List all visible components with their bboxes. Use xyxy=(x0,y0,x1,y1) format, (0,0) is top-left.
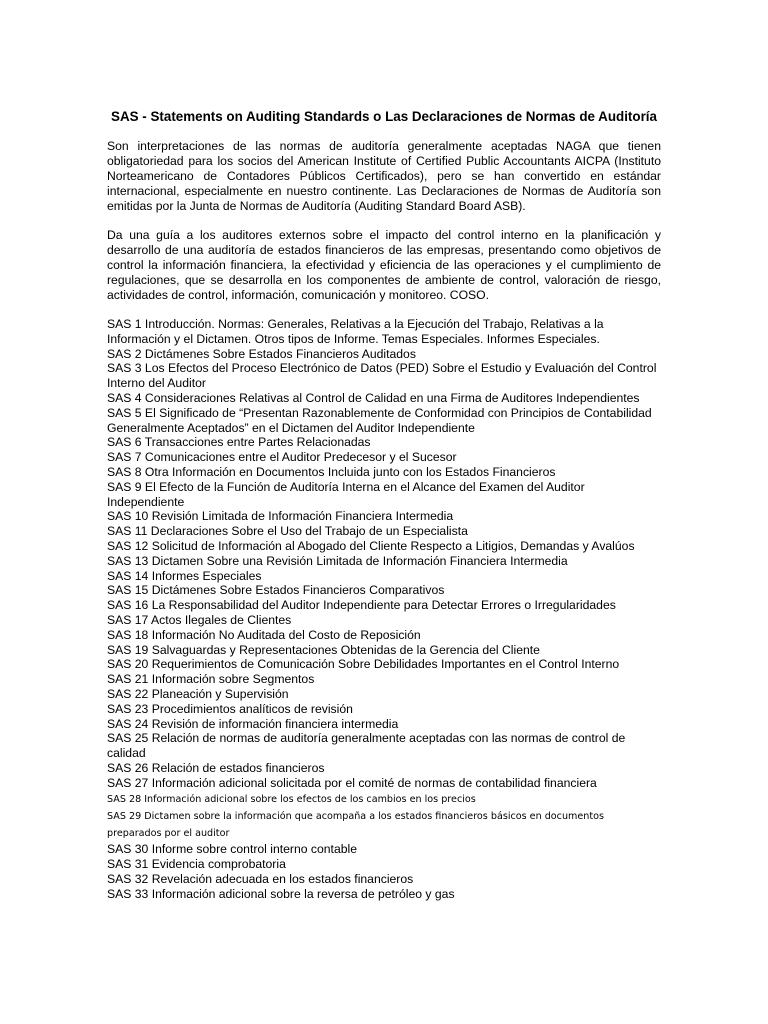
list-item: SAS 7 Comunicaciones entre el Auditor Predecesor y el Sucesor xyxy=(107,450,457,465)
list-item: SAS 21 Información sobre Segmentos xyxy=(107,672,315,687)
list-item: SAS 14 Informes Especiales xyxy=(107,568,262,583)
list-item: SAS 26 Relación de estados financieros xyxy=(107,760,325,775)
list-item: SAS 12 Solicitud de Información al Abogado del Cliente Respecto a Litigios, Demandas y Avalúos xyxy=(107,538,635,553)
list-item: SAS 16 La Responsabilidad del Auditor Independiente para Detectar Errores o Irregularidades xyxy=(107,598,616,613)
list-item: SAS 23 Procedimientos analíticos de revisión xyxy=(107,701,353,716)
list-item: SAS 27 Información adicional solicitada por el comité de normas de contabilidad financiera xyxy=(107,775,597,790)
document-page xyxy=(107,108,661,901)
list-item: SAS 13 Dictamen Sobre una Revisión Limitada de Información Financiera Intermedia xyxy=(107,553,568,568)
list-item: SAS 10 Revisión Limitada de Información Financiera Intermedia xyxy=(107,509,454,524)
list-item: SAS 22 Planeación y Supervisión xyxy=(107,686,289,701)
intro-paragraph: Son interpretaciones de las normas de auditoría generalmente aceptadas NAGA que tienen obligatoriedad para los socios del American Institute of Certified Public Accountants AICPA (Instituto Norteamericano de Contadores Públicos Certificados), pero se han convertido en estándar internacional, especialmente en nuestro continente. Las Declaraciones de Normas de Auditoría son emitidas por la Junta de Normas de Auditoría (Auditing Standard Board ASB). xyxy=(107,139,661,213)
list-item: SAS 20 Requerimientos de Comunicación Sobre Debilidades Importantes en el Control Interno xyxy=(107,657,620,672)
list-item: SAS 4 Consideraciones Relativas al Control de Calidad en una Firma de Auditores Independientes xyxy=(107,390,640,405)
list-item: SAS 28 Información adicional sobre los efectos de los cambios en los precios xyxy=(107,793,476,805)
sas-list xyxy=(107,317,661,901)
list-item: SAS 17 Actos Ilegales de Clientes xyxy=(107,612,292,627)
list-item: SAS 2 Dictámenes Sobre Estados Financieros Auditados xyxy=(107,346,416,361)
list-item: SAS 32 Revelación adecuada en los estados financieros xyxy=(107,871,414,886)
list-item: SAS 1 Introducción. Normas: Generales, Relativas a la Ejecución del Trabajo, Relativas a la Información y el Dictamen. Otros tipos de Informe. Temas Especiales. Informes Especiales. xyxy=(107,317,604,346)
list-item: SAS 3 Los Efectos del Proceso Electrónico de Datos (PED) Sobre el Estudio y Evaluación del Control Interno del Auditor xyxy=(107,361,657,391)
list-item: SAS 30 Informe sobre control interno contable xyxy=(107,842,357,857)
document-title: SAS - Statements on Auditing Standards o Las Declaraciones de Normas de Auditoría xyxy=(111,109,657,124)
list-item: SAS 15 Dictámenes Sobre Estados Financieros Comparativos xyxy=(107,583,445,598)
list-item: SAS 11 Declaraciones Sobre el Uso del Trabajo de un Especialista xyxy=(107,524,468,539)
list-item: SAS 31 Evidencia comprobatoria xyxy=(107,856,286,871)
list-item: SAS 25 Relación de normas de auditoría generalmente aceptadas con las normas de control de calidad xyxy=(107,731,626,761)
list-item: SAS 8 Otra Información en Documentos Incluida junto con los Estados Financieros xyxy=(107,464,556,479)
guide-paragraph: Da una guía a los auditores externos sobre el impacto del control interno en la planificación y desarrollo de una auditoría de estados financieros de las empresas, presentando como objetivos de control la información financiera, la efectividad y eficiencia de las operaciones y el cumplimiento de regulaciones, que se desarrolla en los componentes de ambiente de control, valoración de riesgo, actividades de control, información, comunicación y monitoreo. COSO. xyxy=(107,228,661,302)
list-item: SAS 18 Información No Auditada del Costo de Reposición xyxy=(107,627,421,642)
list-item: SAS 6 Transacciones entre Partes Relacionadas xyxy=(107,435,371,450)
list-item: SAS 19 Salvaguardas y Representaciones Obtenidas de la Gerencia del Cliente xyxy=(107,642,540,657)
list-item: SAS 24 Revisión de información financiera intermedia xyxy=(107,716,399,731)
list-item: SAS 33 Información adicional sobre la reversa de petróleo y gas xyxy=(107,886,455,901)
list-item: SAS 5 El Significado de “Presentan Razonablemente de Conformidad con Principios de Contabilidad Generalmente Aceptados” en el Dictamen del Auditor Independiente xyxy=(107,405,652,435)
list-item: SAS 29 Dictamen sobre la información que acompaña a los estados financieros básicos en documentos preparados por el auditor xyxy=(107,810,604,839)
list-item: SAS 9 El Efecto de la Función de Auditoría Interna en el Alcance del Examen del Auditor Independiente xyxy=(107,479,585,509)
